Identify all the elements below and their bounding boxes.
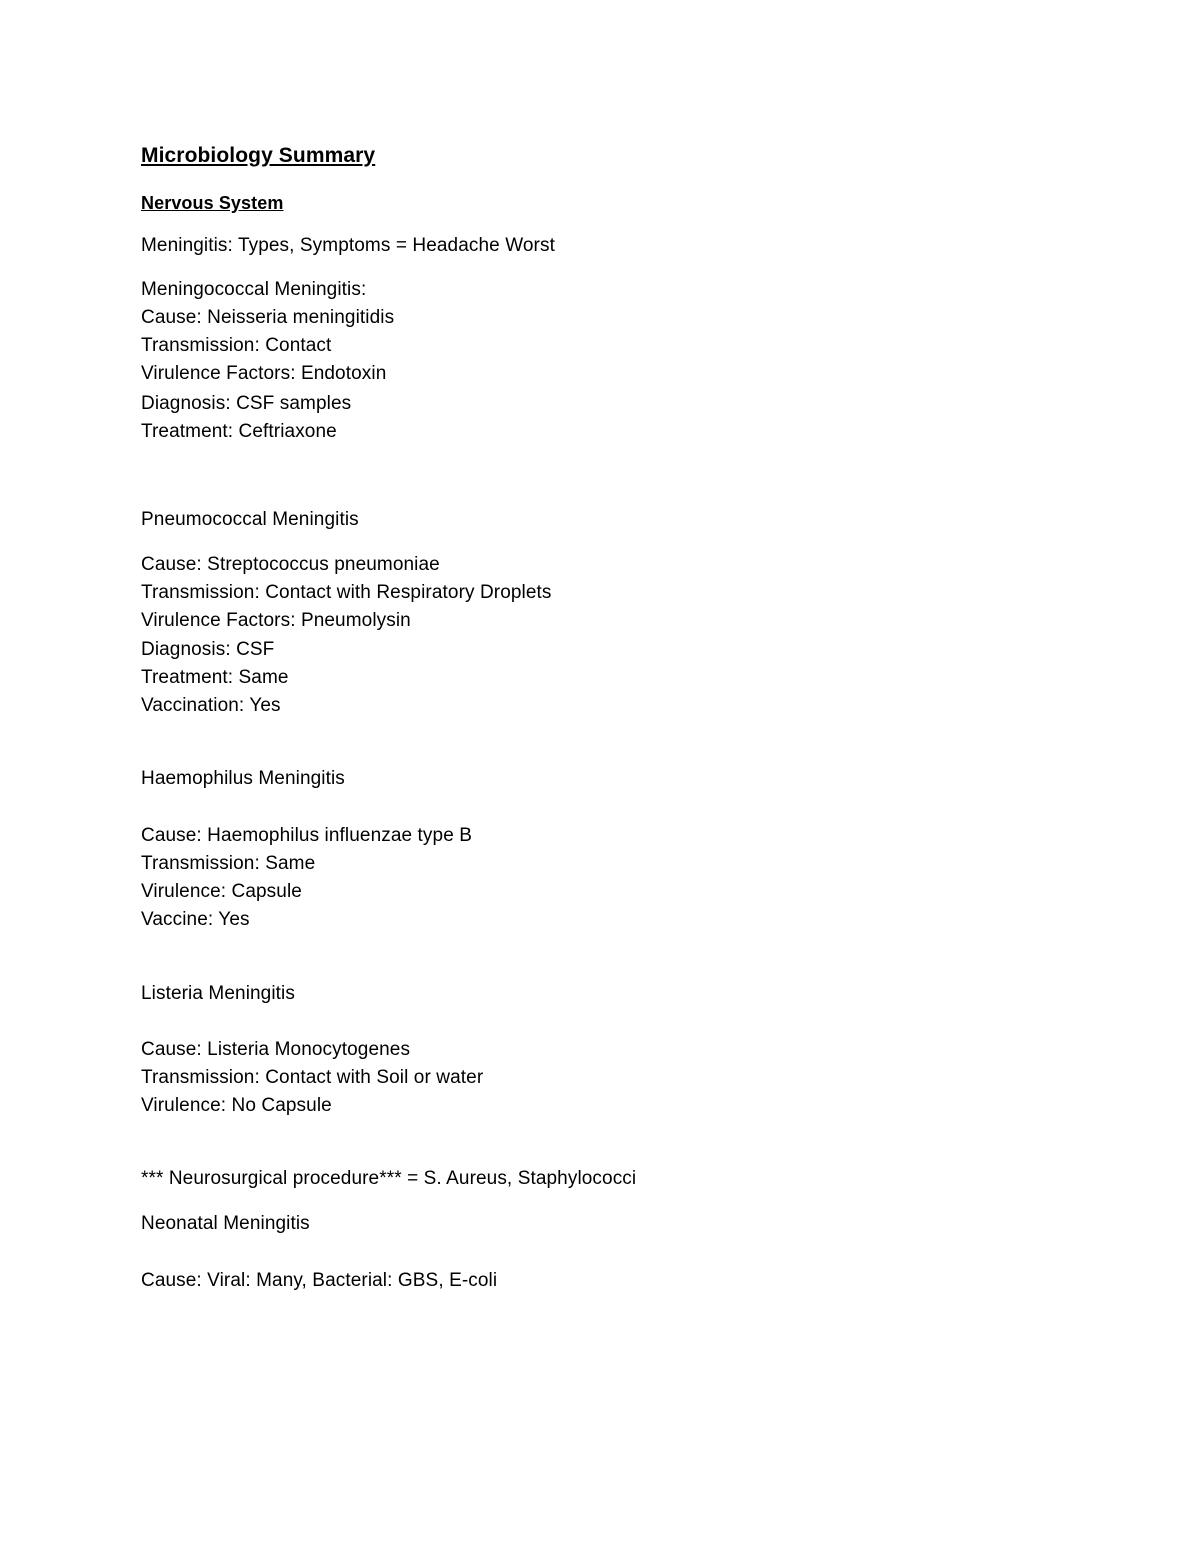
listeria-heading: Listeria Meningitis: [141, 983, 295, 1004]
meningococcal-transmission: Transmission: Contact: [141, 335, 332, 356]
section-heading-nervous-system: Nervous System: [141, 193, 284, 213]
meningococcal-treatment: Treatment: Ceftriaxone: [141, 421, 337, 442]
listeria-virulence: Virulence: No Capsule: [141, 1095, 332, 1116]
pneumococcal-heading: Pneumococcal Meningitis: [141, 509, 359, 530]
neurosurgical-note: *** Neurosurgical procedure*** = S. Aureus, Staphylococci: [141, 1168, 637, 1189]
meningococcal-virulence: Virulence Factors: Endotoxin: [141, 363, 387, 384]
haemophilus-virulence: Virulence: Capsule: [141, 881, 302, 902]
haemophilus-vaccine: Vaccine: Yes: [141, 909, 250, 930]
pneumococcal-treatment: Treatment: Same: [141, 667, 289, 688]
neonatal-cause: Cause: Viral: Many, Bacterial: GBS, E-coli: [141, 1270, 498, 1291]
haemophilus-transmission: Transmission: Same: [141, 853, 316, 874]
meningococcal-cause: Cause: Neisseria meningitidis: [141, 307, 395, 328]
pneumococcal-virulence: Virulence Factors: Pneumolysin: [141, 610, 411, 631]
document-title: Microbiology Summary: [141, 144, 376, 167]
meningococcal-heading: Meningococcal Meningitis:: [141, 279, 367, 300]
pneumococcal-cause: Cause: Streptococcus pneumoniae: [141, 554, 440, 575]
listeria-cause: Cause: Listeria Monocytogenes: [141, 1039, 411, 1060]
pneumococcal-transmission: Transmission: Contact with Respiratory Droplets: [141, 582, 552, 603]
haemophilus-cause: Cause: Haemophilus influenzae type B: [141, 825, 473, 846]
haemophilus-heading: Haemophilus Meningitis: [141, 768, 345, 789]
meningococcal-diagnosis: Diagnosis: CSF samples: [141, 393, 352, 414]
neonatal-heading: Neonatal Meningitis: [141, 1213, 310, 1234]
listeria-transmission: Transmission: Contact with Soil or water: [141, 1067, 484, 1088]
meningitis-intro: Meningitis: Types, Symptoms = Headache Worst: [141, 235, 555, 256]
pneumococcal-diagnosis: Diagnosis: CSF: [141, 639, 275, 660]
pneumococcal-vaccination: Vaccination: Yes: [141, 695, 281, 716]
